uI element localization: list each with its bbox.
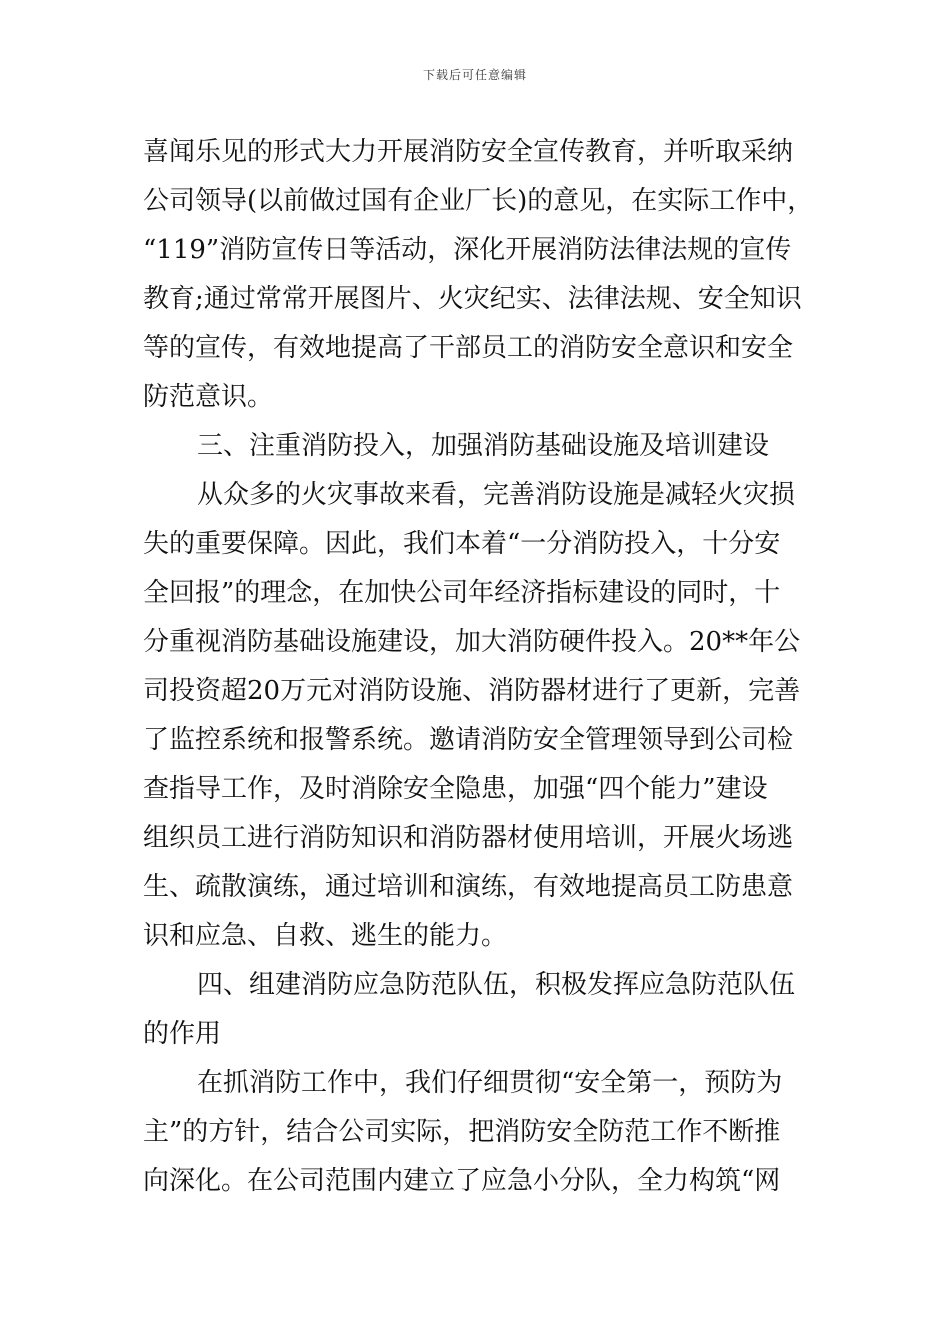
text-line: 主”的方针，结合公司实际，把消防安全防范工作不断推 <box>143 1117 781 1147</box>
text-line: 全回报”的理念，在加快公司年经济指标建设的同时，十 <box>143 578 781 608</box>
text-line: 失的重要保障。因此，我们本着“一分消防投入，十分安 <box>143 529 781 559</box>
paragraph-start: 从众多的火灾事故来看，完善消防设施是减轻火灾损 <box>197 480 796 510</box>
text-line: 司投资超20万元对消防设施、消防器材进行了更新，完善 <box>143 676 801 706</box>
section-heading: 四、组建消防应急防范队伍，积极发挥应急防范队伍 <box>197 970 796 1000</box>
text-line: 查指导工作，及时消除安全隐患，加强“四个能力”建设 <box>143 774 768 804</box>
header-note: 下载后可任意编辑 <box>422 68 527 82</box>
text-line: 组织员工进行消防知识和消防器材使用培训，开展火场逃 <box>143 823 794 853</box>
text-line: 公司领导(以前做过国有企业厂长)的意见，在实际工作中， <box>143 186 814 216</box>
text-line: 识和应急、自救、逃生的能力。 <box>143 921 508 951</box>
text-line: 分重视消防基础设施建设，加大消防硬件投入。20**年公 <box>143 627 801 657</box>
text-line: 防范意识。 <box>143 382 274 412</box>
text-line: 生、疏散演练，通过培训和演练，有效地提高员工防患意 <box>143 872 794 902</box>
text-line: 喜闻乐见的形式大力开展消防安全宣传教育，并听取采纳 <box>143 137 794 167</box>
text-line: 教育;通过常常开展图片、火灾纪实、法律法规、安全知识 <box>143 284 802 314</box>
text-line: 向深化。在公司范围内建立了应急小分队，全力构筑“网 <box>143 1166 781 1196</box>
body-text <box>143 128 814 1206</box>
paragraph-start: 在抓消防工作中，我们仔细贯彻“安全第一，预防为 <box>197 1068 783 1098</box>
text-line: 等的宣传，有效地提高了干部员工的消防安全意识和安全 <box>143 333 794 363</box>
text-line: 的作用 <box>143 1019 222 1049</box>
text-line: “119”消防宣传日等活动，深化开展消防法律法规的宣传 <box>143 235 792 265</box>
text-line: 了监控系统和报警系统。邀请消防安全管理领导到公司检 <box>143 725 794 755</box>
section-heading: 三、注重消防投入，加强消防基础设施及培训建设 <box>197 431 770 461</box>
